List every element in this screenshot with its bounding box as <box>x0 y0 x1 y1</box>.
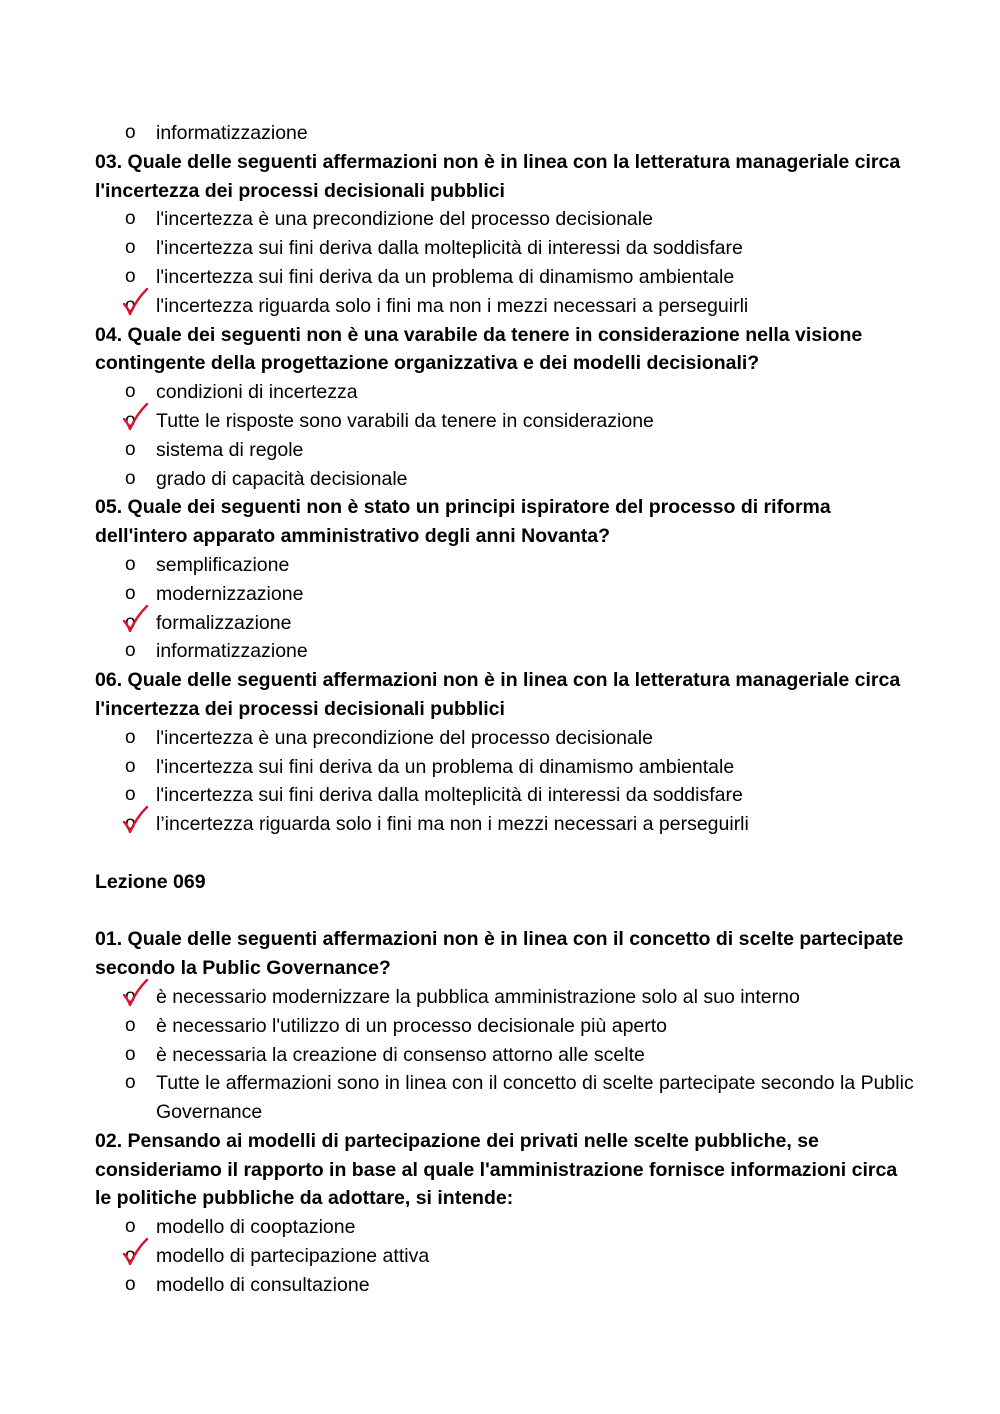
bullet-icon: o <box>125 640 136 662</box>
list-item <box>95 580 915 609</box>
bullet-icon: o <box>125 1043 136 1065</box>
bullet-icon: o <box>125 1014 136 1036</box>
list-item <box>95 119 915 148</box>
bullet-icon: o <box>125 553 136 575</box>
bullet-icon: o <box>125 409 136 431</box>
checkmark-icon <box>121 804 149 836</box>
bullet-icon: o <box>125 237 136 259</box>
bullet-icon: o <box>125 208 136 230</box>
list-item <box>95 1012 915 1041</box>
option-text: grado di capacità decisionale <box>156 467 408 490</box>
list-item <box>95 609 915 638</box>
option-text: Tutte le risposte sono varabili da tenere in considerazione <box>156 409 654 432</box>
option-text: l'incertezza riguarda solo i fini ma non i mezzi necessari a perseguirli <box>156 294 749 317</box>
option-text: l'incertezza è una precondizione del processo decisionale <box>156 726 653 749</box>
question-title: 06. Quale delle seguenti affermazioni non è in linea con la letteratura manageriale circa l'incertezza dei processi decisionali pubblici <box>95 669 901 720</box>
bullet-icon: o <box>125 438 136 460</box>
list-item <box>95 1271 915 1300</box>
option-text: semplificazione <box>156 553 290 576</box>
list-item <box>95 378 915 407</box>
question-title: 02. Pensando ai modelli di partecipazione dei privati nelle scelte pubbliche, se consideriamo il rapporto in base al quale l'amministrazione fornisce informazioni circa le politiche pubbliche da adottare, si intende: <box>95 1129 898 1210</box>
list-item <box>95 465 915 494</box>
bullet-icon: o <box>125 784 136 806</box>
option-list <box>95 378 915 493</box>
option-text: modello di cooptazione <box>156 1216 356 1239</box>
list-item <box>95 407 915 436</box>
page-content <box>95 119 915 1300</box>
option-text: l'incertezza sui fini deriva dalla molteplicità di interessi da soddisfare <box>156 784 743 807</box>
option-text: è necessario l'utilizzo di un processo decisionale più aperto <box>156 1014 668 1037</box>
bullet-icon: o <box>125 1216 136 1238</box>
bullet-icon: o <box>125 294 136 316</box>
option-text: l'incertezza sui fini deriva dalla molteplicità di interessi da soddisfare <box>156 237 743 260</box>
checkmark-icon <box>121 286 149 318</box>
option-text: modello di partecipazione attiva <box>156 1245 430 1268</box>
spacer <box>95 897 915 926</box>
option-text: l'incertezza sui fini deriva da un problema di dinamismo ambientale <box>156 265 735 288</box>
option-text: informatizzazione <box>156 640 308 663</box>
bullet-icon: o <box>125 611 136 633</box>
bullet-icon: o <box>125 1245 136 1267</box>
option-text: formalizzazione <box>156 611 292 634</box>
list-item <box>95 551 915 580</box>
list-item <box>95 810 915 839</box>
option-text: condizioni di incertezza <box>156 381 358 404</box>
bullet-icon: o <box>125 265 136 287</box>
list-item <box>95 263 915 292</box>
option-list <box>95 724 915 839</box>
option-list <box>95 551 915 666</box>
bullet-icon: o <box>125 582 136 604</box>
option-list <box>95 1213 915 1299</box>
bullet-icon: o <box>125 122 136 143</box>
list-item <box>95 1242 915 1271</box>
option-text: l’incertezza riguarda solo i fini ma non i mezzi necessari a perseguirli <box>156 813 749 836</box>
lesson-heading: Lezione 069 <box>95 870 206 893</box>
question-title: 05. Quale dei seguenti non è stato un principi ispiratore del processo di riforma dell'intero apparato amministrativo degli anni Novanta? <box>95 496 831 548</box>
list-item <box>95 234 915 263</box>
option-text: è necessaria la creazione di consenso attorno alle scelte <box>156 1043 645 1066</box>
bullet-icon: o <box>125 381 136 403</box>
list-item <box>95 724 915 753</box>
option-text: l'incertezza è una precondizione del processo decisionale <box>156 208 653 231</box>
bullet-icon: o <box>125 813 136 835</box>
question-title: 01. Quale delle seguenti affermazioni non è in linea con il concetto di scelte partecipate secondo la Public Governance? <box>95 928 904 980</box>
list-item <box>95 292 915 321</box>
list-item <box>95 205 915 234</box>
option-text: informatizzazione <box>156 122 308 144</box>
option-text: modello di consultazione <box>156 1273 370 1296</box>
list-item <box>95 1041 915 1070</box>
option-text: modernizzazione <box>156 582 304 605</box>
option-text: Tutte le affermazioni sono in linea con il concetto di scelte partecipate secondo la Public Governance <box>156 1072 914 1124</box>
bullet-icon: o <box>125 1273 136 1295</box>
list-item <box>95 1213 915 1242</box>
list-item <box>95 436 915 465</box>
bullet-icon: o <box>125 755 136 777</box>
question-block-1 <box>95 148 915 839</box>
option-list <box>95 983 915 1127</box>
bullet-icon: o <box>125 1072 136 1094</box>
checkmark-icon <box>121 977 149 1009</box>
question-block-2 <box>95 925 915 1299</box>
checkmark-icon <box>121 1236 149 1268</box>
bullet-icon: o <box>125 467 136 489</box>
spacer <box>95 839 915 868</box>
list-item <box>95 637 915 666</box>
question-title: 03. Quale delle seguenti affermazioni non è in linea con la letteratura manageriale circa l'incertezza dei processi decisionali pubblici <box>95 150 901 202</box>
bullet-icon: o <box>125 726 136 748</box>
list-item <box>95 983 915 1012</box>
checkmark-icon <box>121 603 149 635</box>
checkmark-icon <box>121 401 149 433</box>
list-item <box>95 781 915 810</box>
bullet-icon: o <box>125 985 136 1007</box>
question-title: 04. Quale dei seguenti non è una varabile da tenere in considerazione nella visione contingente della progettazione organizzativa e dei modelli decisionali? <box>95 323 863 375</box>
option-text: sistema di regole <box>156 438 304 461</box>
list-item <box>95 1069 915 1127</box>
list-item <box>95 753 915 782</box>
option-text: è necessario modernizzare la pubblica amministrazione solo al suo interno <box>156 985 800 1008</box>
option-list <box>95 205 915 320</box>
option-text: l'incertezza sui fini deriva da un problema di dinamismo ambientale <box>156 755 735 778</box>
